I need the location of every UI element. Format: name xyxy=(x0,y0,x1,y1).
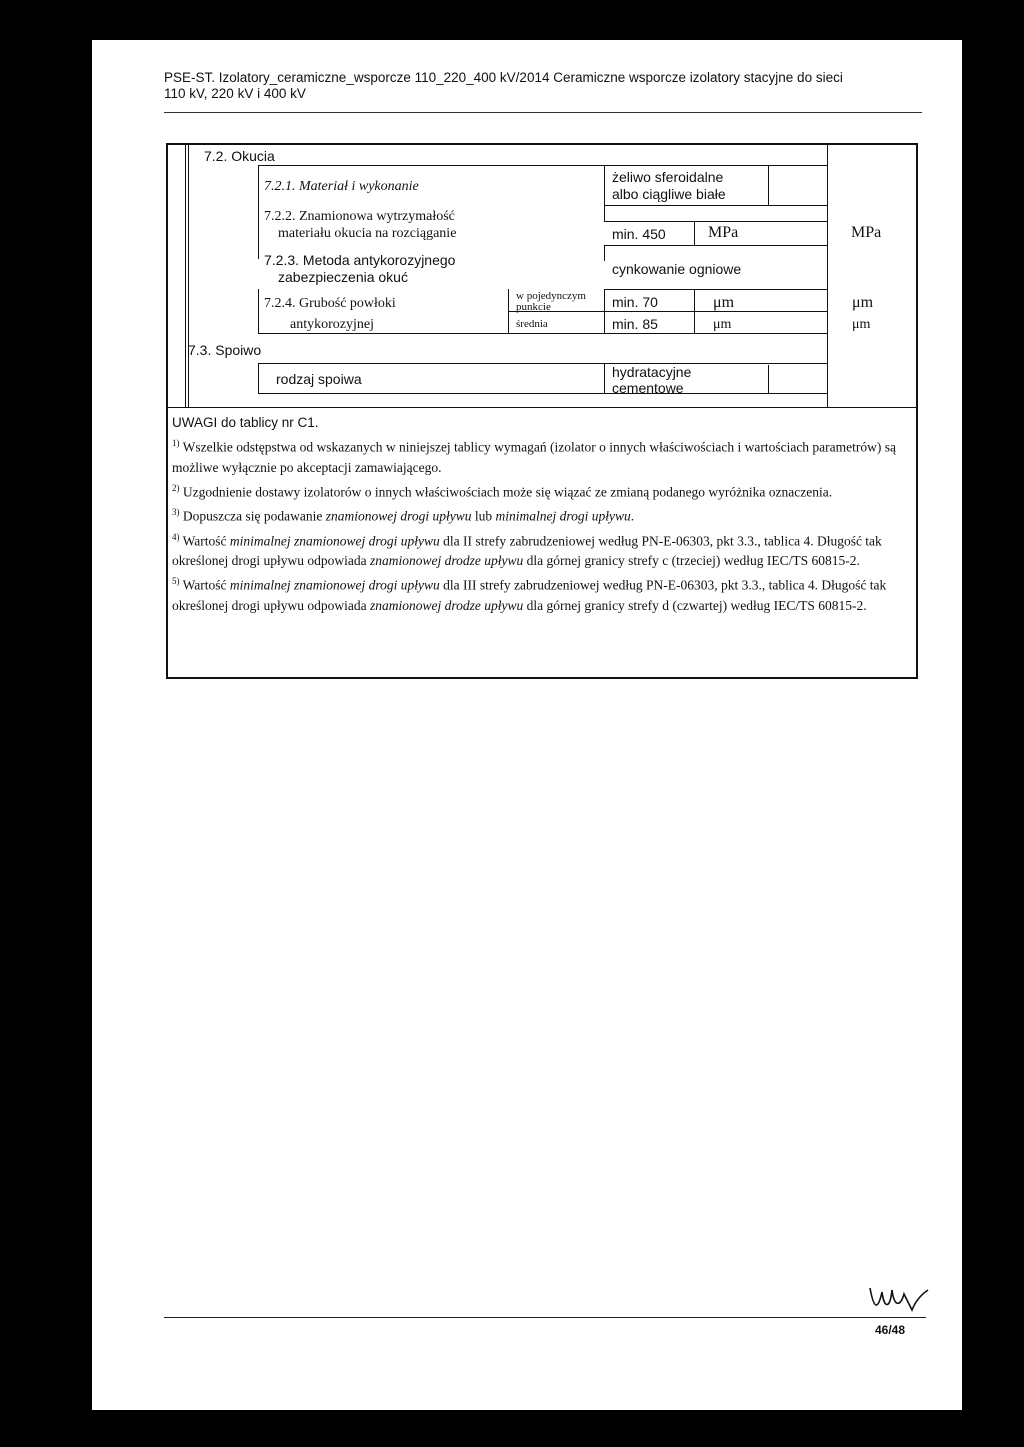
note-5-text-d: znamionowej drodze upływu xyxy=(369,597,524,613)
note-3 xyxy=(172,502,912,527)
note-2-text: Uzgodnienie dostawy izolatorów o innych właściwościach może się wiązać ze zmianą podanego wyróżnika oznaczenia. xyxy=(182,484,833,499)
note-3-text-d: minimalnej drogi upływu xyxy=(495,508,631,524)
note-3-text-a: Dopuszcza się podawanie xyxy=(182,508,326,524)
note-3-text-c: lub xyxy=(471,508,496,524)
table-line xyxy=(185,145,186,407)
note-5-text-c: dla III strefy zabrudzeniowej według PN-E-06303, pkt 3.3., tablica 4. Długość tak określonej drogi upływu odpowiada xyxy=(172,577,887,613)
note-4-mark: 4) xyxy=(172,531,180,542)
note-4-text-c: dla II strefy zabrudzeniowej według PN-E-06303, pkt 3.3., tablica 4. Długość tak określonej drogi upływu odpowiada xyxy=(172,533,882,568)
row-7-2-1-value-1: żeliwo sferoidalne xyxy=(612,169,724,185)
table-line xyxy=(827,145,828,407)
note-5-text-e: dla górnej granicy strefy d (czwartej) według IEC/TS 60815-2. xyxy=(523,597,867,613)
table-line xyxy=(258,363,259,393)
table-line xyxy=(168,407,916,408)
table-line xyxy=(258,165,828,166)
row-7-2-2-unit-right: MPa xyxy=(851,224,882,241)
note-1 xyxy=(172,433,912,478)
table-line xyxy=(604,245,605,261)
section-7-3-title: 7.3. Spoiwo xyxy=(188,342,262,358)
row-7-2-1-value-2: albo ciągliwe białe xyxy=(612,186,726,202)
header-line-1: PSE-ST. Izolatory_ceramiczne_wsporcze 110_220_400 kV/2014 Ceramiczne wsporcze izolatory stacyjne do sieci xyxy=(164,70,843,85)
document-header xyxy=(164,70,924,102)
header-rule xyxy=(164,112,922,113)
row-7-2-1-label: 7.2.1. Materiał i wykonanie xyxy=(264,179,419,194)
note-4 xyxy=(172,527,912,572)
row-7-2-4-label-2: antykorozyjnej xyxy=(290,317,374,332)
table-line xyxy=(258,363,828,364)
table-line xyxy=(604,221,828,222)
row-7-2-4-sub2-unit-right: μm xyxy=(852,317,871,332)
table-line xyxy=(768,365,769,393)
row-7-2-4-sub1-unit-right: μm xyxy=(852,294,874,311)
table-line xyxy=(694,221,695,245)
row-7-2-4-sub2-value: min. 85 xyxy=(612,316,658,332)
notes-title: UWAGI do tablicy nr C1. xyxy=(172,415,319,430)
table-line xyxy=(604,363,605,393)
table-line xyxy=(768,165,769,205)
row-7-2-3-label-1: 7.2.3. Metoda antykorozyjnego xyxy=(264,252,456,268)
row-7-2-4-sub2-label: średnia xyxy=(516,318,548,330)
row-7-2-2-value: min. 450 xyxy=(612,226,666,242)
page-number: 46/48 xyxy=(875,1323,906,1337)
note-2 xyxy=(172,478,912,503)
note-4-text-b: minimalnej znamionowej drogi upływu xyxy=(229,533,440,548)
note-5-text-a: Wartość xyxy=(182,577,230,593)
row-7-2-4-label-1: 7.2.4. Grubość powłoki xyxy=(264,296,396,311)
row-7-2-4-sub1-value: min. 70 xyxy=(612,294,658,310)
footer-rule xyxy=(164,1317,926,1318)
row-7-2-2-unit: MPa xyxy=(708,224,739,241)
section-7-2-title: 7.2. Okucia xyxy=(204,148,275,164)
table-line xyxy=(258,165,259,259)
row-7-2-2-label-2: materiału okucia na rozciąganie xyxy=(278,226,457,241)
notes-block xyxy=(172,413,912,616)
note-5 xyxy=(172,571,912,616)
note-3-text-b: znamionowej drogi upływu xyxy=(325,508,472,524)
row-7-3-value-2: cementowe xyxy=(612,380,684,396)
row-7-2-3-value: cynkowanie ogniowe xyxy=(612,261,742,277)
table-line xyxy=(188,145,189,407)
note-3-mark: 3) xyxy=(172,507,180,517)
row-7-3-label: rodzaj spoiwa xyxy=(276,371,362,387)
note-5-mark: 5) xyxy=(172,576,180,586)
note-1-mark: 1) xyxy=(172,438,180,448)
row-7-2-4-sub1-label-1: w pojedynczym xyxy=(516,290,586,302)
table-line xyxy=(258,393,828,394)
note-4-text-d: znamionowej drodze upływu xyxy=(369,553,524,568)
row-7-2-4-sub1-unit: μm xyxy=(713,294,735,311)
table-line xyxy=(604,165,605,221)
document-page xyxy=(92,40,962,1410)
row-7-2-3-label-2: zabezpieczenia okuć xyxy=(278,269,408,285)
note-5-text-b: minimalnej znamionowej drogi upływu xyxy=(229,577,440,593)
header-line-2: 110 kV, 220 kV i 400 kV xyxy=(164,86,306,101)
note-2-mark: 2) xyxy=(172,482,180,493)
note-4-text-e: dla górnej granicy strefy c (trzeciej) według IEC/TS 60815-2. xyxy=(523,553,860,568)
note-3-text-e: . xyxy=(630,508,635,524)
table-line xyxy=(508,311,828,312)
requirements-table xyxy=(166,143,918,679)
table-line xyxy=(604,205,828,206)
table-line xyxy=(258,333,828,334)
row-7-2-2-label-1: 7.2.2. Znamionowa wytrzymałość xyxy=(264,209,455,224)
row-7-3-value-1: hydratacyjne xyxy=(612,364,692,380)
table-line xyxy=(258,289,259,333)
note-4-text-a: Wartość xyxy=(182,533,230,548)
table-line xyxy=(604,289,828,290)
signature-icon xyxy=(862,1280,932,1320)
note-1-text: Wszelkie odstępstwa od wskazanych w niniejszej tablicy wymagań (izolator o innych właściwościach i wartościach parametrów) są możliwe wyłącznie po akceptacji zamawiającego. xyxy=(172,439,897,475)
row-7-2-4-sub2-unit: μm xyxy=(713,317,732,332)
table-line xyxy=(604,245,828,246)
row-7-2-4-sub1-label-2: punkcie xyxy=(516,301,551,313)
